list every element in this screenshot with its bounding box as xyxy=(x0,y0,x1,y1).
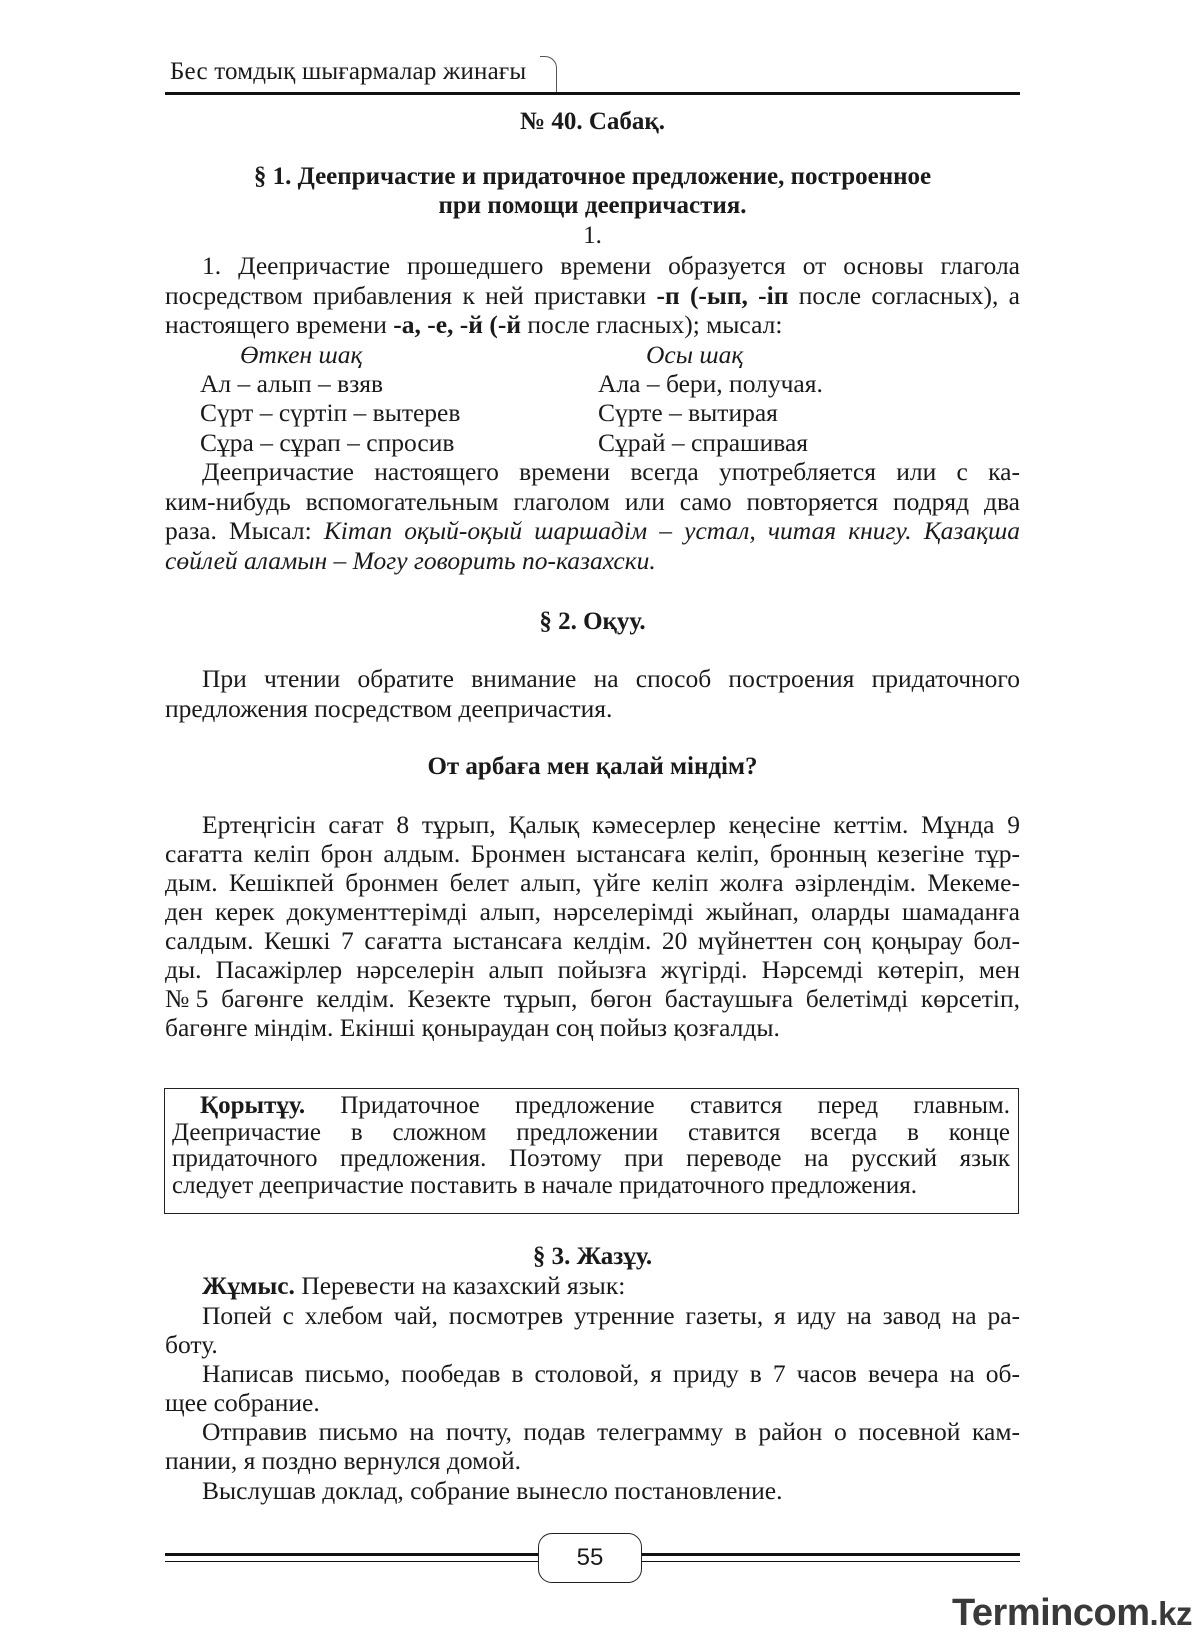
suffix-bold: -а, -е, -й (-й xyxy=(393,310,522,339)
text-run: настоящего времени xyxy=(165,310,394,339)
watermark-text: Termincom xyxy=(952,1592,1150,1634)
watermark-domain: .kz xyxy=(1149,1595,1192,1632)
section3-title: § 3. Жазұу. xyxy=(532,1243,653,1270)
section1-title-line2: при помощи деепричастия. xyxy=(438,192,747,219)
conclusion-line: придаточного предложения. Поэтому при переводе на русский язык xyxy=(172,1145,1010,1172)
conclusion-line xyxy=(200,1092,1010,1119)
header-ornament xyxy=(540,56,557,93)
exercise-line: Попей с хлебом чай, посмотрев утренние газеты, я иду на завод на ра- xyxy=(202,1301,1020,1330)
paragraph-line xyxy=(165,310,1020,340)
example-present: Сұрай – спрашивая xyxy=(598,428,809,457)
paragraph-line: ким-нибудь вспомогательным глаголом или само повторяется подряд два xyxy=(165,487,1020,516)
story-line: сағатта келіп брон алдым. Бронмен ыстансаға келіп, бронның кезегіне тұр- xyxy=(165,839,1020,868)
text-run: посредством прибавления к ней приставки xyxy=(165,281,657,310)
text-run: Придаточное предложение ставится перед главным. xyxy=(305,1092,1010,1119)
running-header: Бес томдық шығармалар жинағы xyxy=(170,58,527,85)
conclusion-label: Қорытұу. xyxy=(200,1092,306,1119)
exercise-line: Отправив письмо на почту, подав телеграмму в район о посевной кам- xyxy=(202,1417,1020,1446)
example-italic: Кітап оқый-оқый шаршадім – устал, читая книгу. Қазақша xyxy=(323,516,1020,545)
conclusion-line: Деепричастие в сложном предложении ставится всегда в конце xyxy=(172,1119,1010,1146)
example-present: Ала – бери, получая. xyxy=(598,369,823,398)
story-line: №5 багөнге келдім. Кезекте тұрып, бөгон бастаушыға белетімді көрсетіп, xyxy=(165,984,1020,1013)
paragraph-line: 1. Деепричастие прошедшего времени образуется от основы глагола xyxy=(202,251,1020,280)
example-past: Ал – алып – взяв xyxy=(200,369,384,398)
story-line: багөнге міндім. Екінші қоныраудан соң пойыз қозғалды. xyxy=(165,1013,780,1042)
lesson-title: № 40. Сабақ. xyxy=(519,108,666,135)
header-rule xyxy=(165,92,1020,95)
column-heading-past: Өткен шақ xyxy=(240,340,363,369)
suffix-bold: -п (-ып, -іп xyxy=(656,281,789,310)
paragraph-line: предложения посредством деепричастия. xyxy=(165,694,613,723)
story-line: дым. Кешікпей бронмен белет алып, үйге келіп жолға әзірлендім. Мекеме- xyxy=(165,868,1020,897)
section2-title: § 2. Оқуу. xyxy=(539,608,646,635)
site-watermark xyxy=(952,1592,1192,1635)
text-run: раза. Мысал: xyxy=(165,516,324,545)
example-present: Сүрте – вытирая xyxy=(598,398,778,427)
example-past: Сүрт – сүртіп – вытерев xyxy=(200,398,461,427)
story-line: Ертеңгісін сағат 8 тұрып, Қалық кәмесерлер кеңесіне кеттім. Мұнда 9 xyxy=(202,810,1020,839)
page-number: 55 xyxy=(538,1533,642,1583)
subsection-number: 1. xyxy=(583,222,602,249)
exercise-line: Написав письмо, пообедав в столовой, я приду в 7 часов вечера на об- xyxy=(202,1359,1020,1388)
story-line: ды. Пасажірлер нәрселерін алып пойызға жүгірді. Нәрсемді көтеріп, мен xyxy=(165,955,1020,984)
example-past: Сұра – сұрап – спросив xyxy=(200,428,455,457)
text-run: Перевести на казахский язык: xyxy=(294,1271,626,1300)
column-heading-present: Осы шақ xyxy=(646,340,744,369)
paragraph-line: Деепричастие настоящего времени всегда употребляется или с ка- xyxy=(202,457,1020,486)
text-run: после согласных), а xyxy=(788,281,1020,310)
conclusion-line: следует деепричастие поставить в начале придаточного предложения. xyxy=(172,1172,917,1199)
task-label: Жұмыс. xyxy=(202,1271,295,1300)
paragraph-line: сөйлей аламын – Могу говорить по-казахски. xyxy=(165,546,656,575)
story-title: От арбаға мен қалай міндім? xyxy=(427,753,758,780)
paragraph-line xyxy=(165,516,1020,546)
paragraph-line xyxy=(165,281,1020,311)
story-line: ден керек документтерімді алып, нәрселерімді жыйнап, оларды шамаданға xyxy=(165,897,1020,926)
exercise-line: боту. xyxy=(165,1330,218,1359)
text-run: после гласных); мысал: xyxy=(521,310,783,339)
task-line xyxy=(202,1271,1020,1301)
section1-title-line1: § 1. Деепричастие и придаточное предложение, построенное xyxy=(253,163,932,190)
exercise-line: пании, я поздно вернулся домой. xyxy=(165,1446,522,1475)
paragraph-line: При чтении обратите внимание на способ построения придаточного xyxy=(202,664,1020,693)
exercise-line: Выслушав доклад, собрание вынесло постановление. xyxy=(202,1476,783,1505)
story-line: салдым. Кешкі 7 сағатта ыстансаға келдім. 20 мүйнеттен соң қоңырау бол- xyxy=(165,926,1020,955)
exercise-line: щее собрание. xyxy=(165,1388,320,1417)
